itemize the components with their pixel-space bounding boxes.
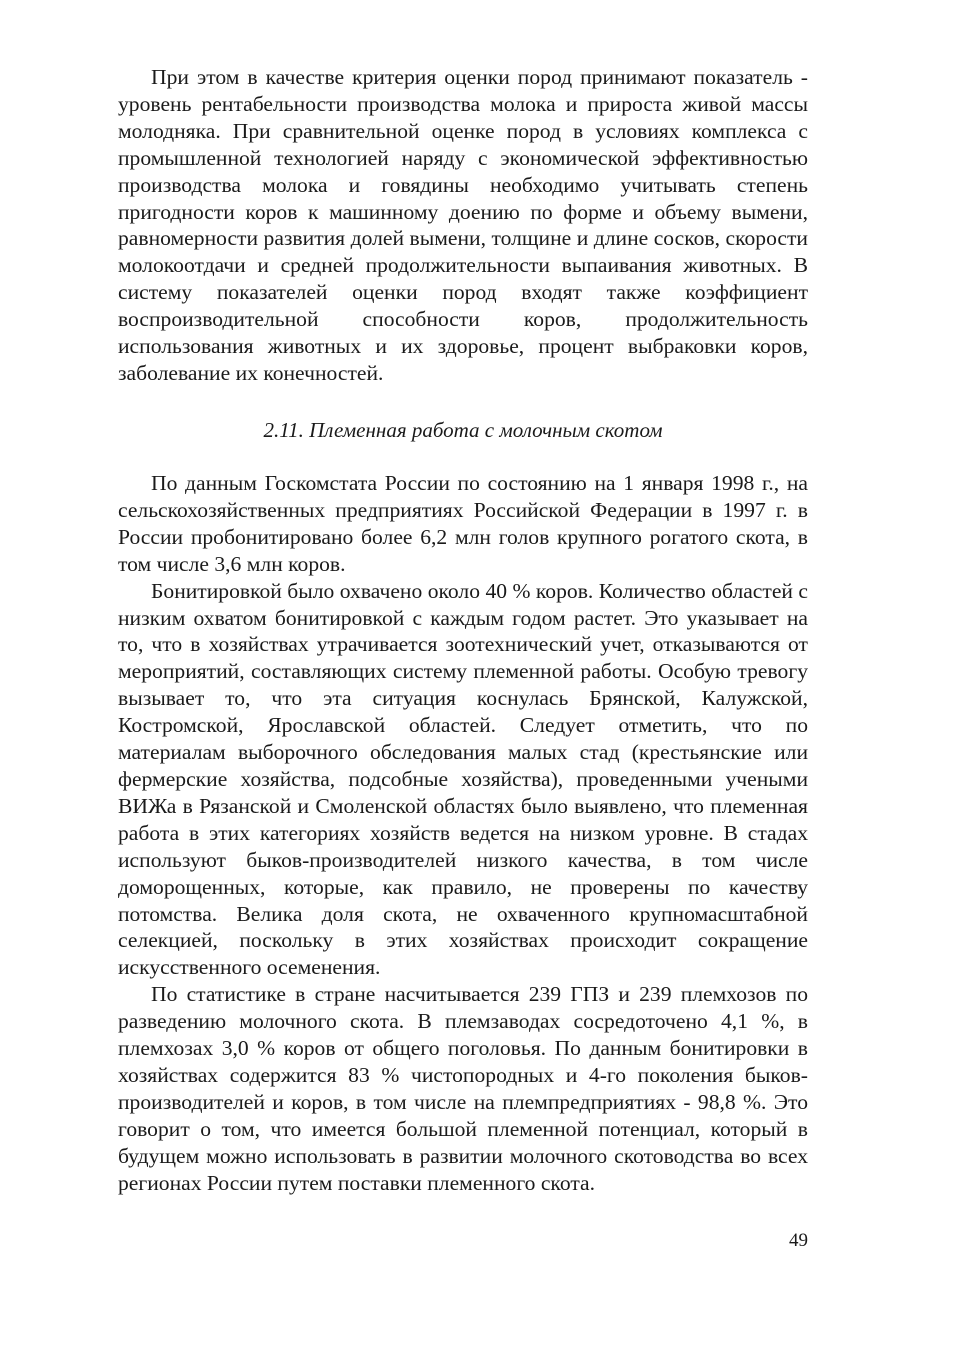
paragraph-goskomstat: По данным Госкомстата России по состоянию на 1 января 1998 г., на сельскохозяйственных предприятиях Российской Федерации в 1997 г. в России пробонитировано более 6,2 млн голов крупного рогатого скота, в том числе 3,6 млн коров.: [118, 471, 808, 576]
page-number: 49: [789, 1230, 808, 1251]
section-heading: 2.11. Племенная работа с молочным скотом: [263, 418, 663, 442]
section-body: [118, 470, 808, 1196]
paragraph-statistics: По статистике в стране насчитывается 239 ГПЗ и 239 племхозов по разведению молочного скота. В племзаводах сосредоточено 4,1 %, в племхозах 3,0 % коров от общего поголовья. По данным бонитировки в хозяйствах содержится 83 % чистопородных и 4-го поколения быков-производителей и коров, в том числе на племпредприятиях - 98,8 %. Это говорит о том, что имеется большой племенной потенциал, который в будущем можно использовать в развитии молочного скотоводства во всех регионах России путем поставки племенного скота.: [118, 982, 808, 1195]
intro-text: [118, 64, 808, 387]
paragraph-bonitation: Бонитировкой было охвачено около 40 % коров. Количество областей с низким охватом бонитировкой с каждым годом растет. Это указывает на то, что в хозяйствах утрачивается зоотехнический учет, отказываются от мероприятий, составляющих систему племенной работы. Особую тревогу вызывает то, что эта ситуация коснулась Брянской, Калужской, Костромской, Ярославской областей. Следует отметить, что по материалам выборочного обследования малых стад (крестьянские или фермерские хозяйства, подсобные хозяйства), проведенными учеными ВИЖа в Рязанской и Смоленской областях было выявлено, что племенная работа в этих категориях хозяйств ведется на низком уровне. В стадах используют быков-производителей низкого качества, в том числе доморощенных, которые, как правило, не проверены по качеству потомства. Велика доля скота, не охваченного крупномасштабной селекцией, поскольку в этих хозяйствах происходит сокращение искусственного осеменения.: [118, 578, 808, 980]
paragraph-breed-evaluation: При этом в качестве критерия оценки пород принимают показатель - уровень рентабельности производства молока и прироста живой массы молодняка. При сравнительной оценке пород в условиях комплекса с промышленной технологией наряду с экономической эффективностью производства молока и говядины необходимо учитывать степень пригодности коров к машинному доению по форме и объему вымени, равномерности развития долей вымени, толщине и длине сосков, скорости молокоотдачи и средней продолжительности выпаивания животных. В систему показателей оценки пород входят также коэффициент воспроизводительной способности коров, продолжительность использования животных и их здоровье, процент выбраковки коров, заболевание их конечностей.: [118, 65, 808, 385]
